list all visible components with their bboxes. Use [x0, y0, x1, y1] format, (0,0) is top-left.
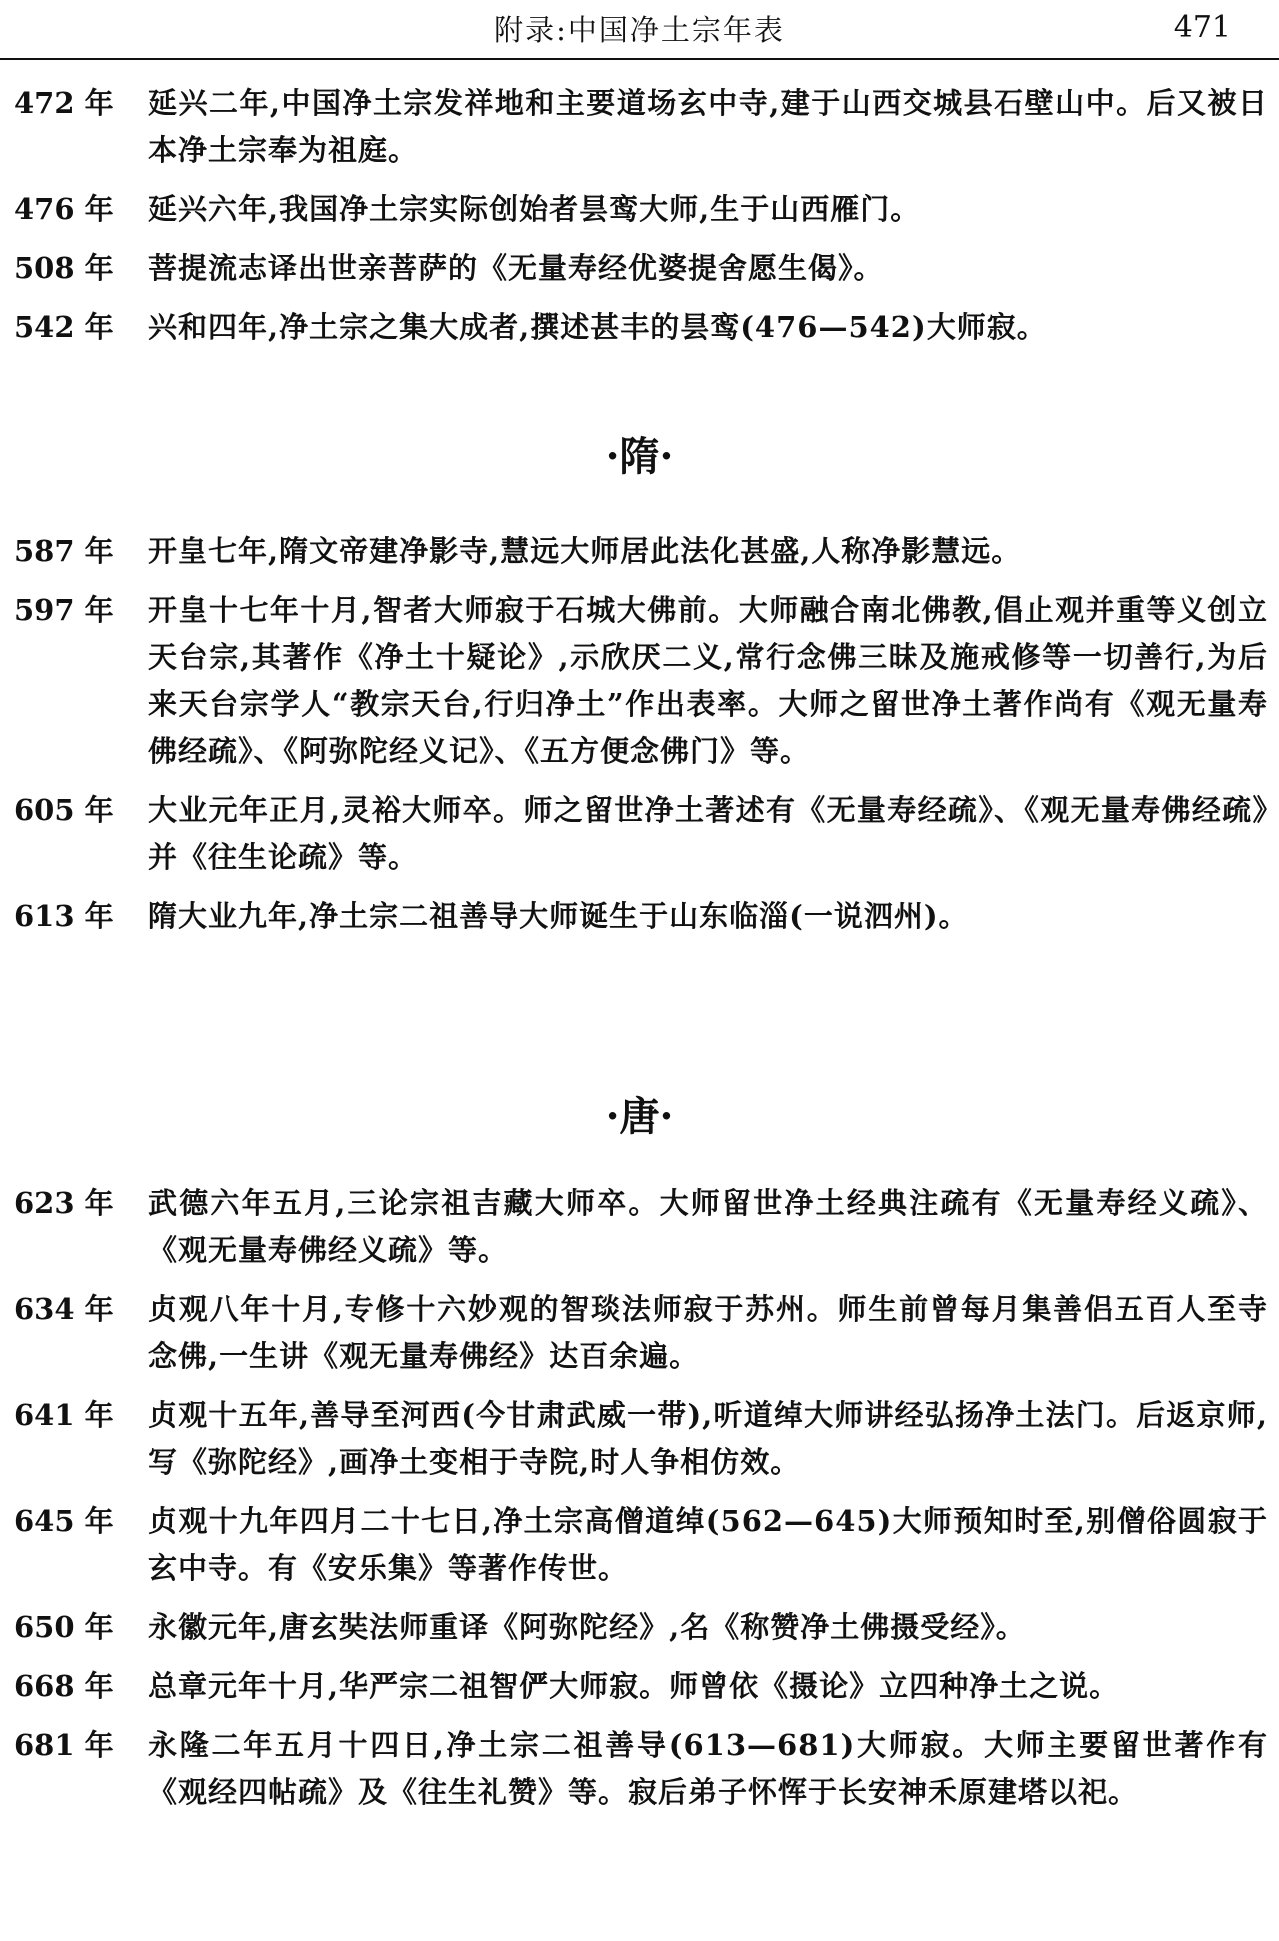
entry-text: 贞观八年十月,专修十六妙观的智琰法师寂于苏州。师生前曾每月集善侣五百人至寺念佛,一生讲《观无量寿佛经》达百余遍。 [148, 1292, 1268, 1373]
entries-sui [0, 528, 1279, 952]
timeline-entry [0, 1663, 1279, 1710]
entry-text: 兴和四年,净土宗之集大成者,撰述甚丰的昙鸾(476—542)大师寂。 [148, 310, 1047, 344]
timeline-entry [0, 186, 1279, 233]
timeline-entry [0, 1498, 1279, 1592]
entry-year: 668 年 [14, 1669, 114, 1703]
entry-text: 开皇十七年十月,智者大师寂于石城大佛前。大师融合南北佛教,倡止观并重等义创立天台宗,其著作《净土十疑论》,示欣厌二义,常行念佛三昧及施戒修等一切善行,为后来天台宗学人“教宗天台,行归净土”作出表率。大师之留世净土著作尚有《观无量寿佛经疏》、《阿弥陀经义记》、《五方便念佛门》等。 [148, 593, 1268, 768]
timeline-entry [0, 1392, 1279, 1486]
timeline-entry [0, 528, 1279, 575]
timeline-entry [0, 587, 1279, 775]
page-header [0, 0, 1279, 62]
timeline-entry [0, 304, 1279, 351]
entry-year: 650 年 [14, 1610, 114, 1644]
dynasty-heading-sui: ·隋· [605, 433, 674, 480]
timeline-entry [0, 1180, 1279, 1274]
entry-text: 总章元年十月,华严宗二祖智俨大师寂。师曾依《摄论》立四种净土之说。 [148, 1669, 1120, 1703]
dynasty-heading-tang: ·唐· [605, 1093, 674, 1140]
timeline-entry [0, 80, 1279, 174]
entry-year: 634 年 [14, 1292, 114, 1326]
entry-text: 菩提流志译出世亲菩萨的《无量寿经优婆提舍愿生偈》。 [148, 251, 884, 285]
entry-year: 476 年 [14, 192, 114, 226]
entry-text: 贞观十五年,善导至河西(今甘肃武威一带),听道绰大师讲经弘扬净土法门。后返京师,写《弥陀经》,画净土变相于寺院,时人争相仿效。 [148, 1398, 1268, 1479]
entry-text: 开皇七年,隋文帝建净影寺,慧远大师居此法化甚盛,人称净影慧远。 [148, 534, 1022, 568]
timeline-entry [0, 787, 1279, 881]
entry-year: 613 年 [14, 899, 114, 933]
entry-year: 605 年 [14, 793, 114, 827]
timeline-entry [0, 245, 1279, 292]
timeline-entry [0, 1286, 1279, 1380]
entry-year: 641 年 [14, 1398, 114, 1432]
entries-northern-wei [0, 80, 1279, 363]
entry-year: 542 年 [14, 310, 114, 344]
entry-text: 武德六年五月,三论宗祖吉藏大师卒。大师留世净土经典注疏有《无量寿经义疏》、《观无量寿佛经义疏》等。 [148, 1186, 1268, 1267]
entry-text: 永徽元年,唐玄奘法师重译《阿弥陀经》,名《称赞净土佛摄受经》。 [148, 1610, 1026, 1644]
entry-text: 大业元年正月,灵裕大师卒。师之留世净土著述有《无量寿经疏》、《观无量寿佛经疏》并《往生论疏》等。 [148, 793, 1268, 874]
entry-text: 永隆二年五月十四日,净土宗二祖善导(613—681)大师寂。大师主要留世著作有《观经四帖疏》及《往生礼赞》等。寂后弟子怀恽于长安神禾原建塔以祀。 [148, 1728, 1268, 1809]
entry-text: 隋大业九年,净土宗二祖善导大师诞生于山东临淄(一说泗州)。 [148, 899, 969, 933]
entry-text: 延兴二年,中国净土宗发祥地和主要道场玄中寺,建于山西交城县石壁山中。后又被日本净土宗奉为祖庭。 [148, 86, 1268, 167]
entry-year: 597 年 [14, 593, 114, 627]
header-title: 附录:中国净土宗年表 [494, 13, 785, 47]
entries-tang [0, 1180, 1279, 1828]
entry-year: 645 年 [14, 1504, 114, 1538]
entry-year: 472 年 [14, 86, 114, 120]
timeline-entry [0, 1604, 1279, 1651]
timeline-entry [0, 893, 1279, 940]
entry-text: 贞观十九年四月二十七日,净土宗高僧道绰(562—645)大师预知时至,别僧俗圆寂于玄中寺。有《安乐集》等著作传世。 [148, 1504, 1268, 1585]
entry-year: 623 年 [14, 1186, 114, 1220]
timeline-entry [0, 1722, 1279, 1816]
entry-year: 508 年 [14, 251, 114, 285]
header-rule [0, 58, 1279, 60]
entry-year: 681 年 [14, 1728, 114, 1762]
entry-text: 延兴六年,我国净土宗实际创始者昙鸾大师,生于山西雁门。 [148, 192, 921, 226]
page-number: 471 [1173, 10, 1231, 45]
entry-year: 587 年 [14, 534, 114, 568]
